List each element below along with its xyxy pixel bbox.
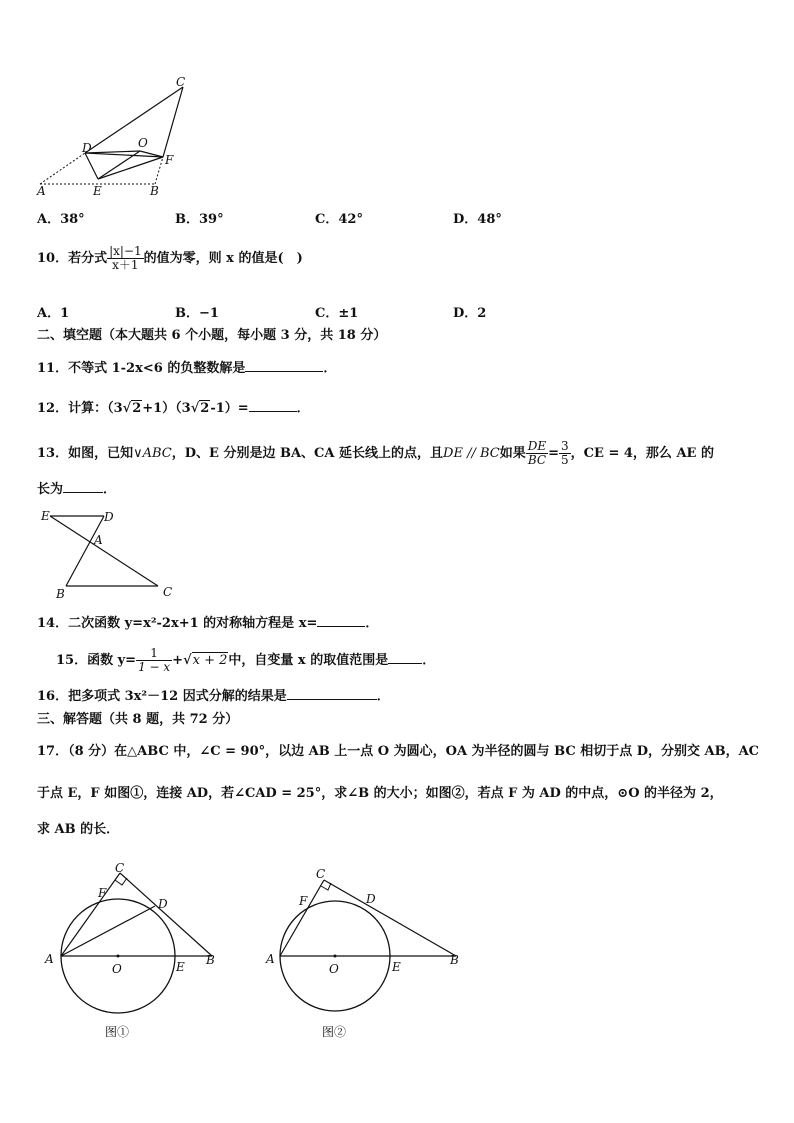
q12-mid: +1）（3 — [142, 401, 191, 416]
q13-frac-num: DE — [527, 439, 547, 453]
q10-option-b: B．−1 — [175, 306, 219, 321]
q12-end: ． — [296, 401, 310, 416]
q15-answer-blank[interactable] — [388, 651, 422, 664]
q9-figure — [30, 74, 205, 200]
q17-line-3: 求 AB 的长． — [37, 822, 120, 837]
q15-end: ． — [422, 653, 436, 668]
q13-text-a: 13．如图，已知 — [37, 446, 134, 461]
q9-label-C: C — [176, 75, 186, 89]
q13-label-A: A — [94, 533, 103, 547]
q17-figure-2 — [258, 863, 468, 1023]
q10-frac-den: x＋1 — [112, 258, 139, 272]
q15-frac-num: 1 — [136, 647, 172, 661]
section-3-title: 三、解答题（共 8 题，共 72 分） — [37, 712, 239, 727]
q13-equals: = — [548, 446, 560, 461]
q17-line-1: 17．（8 分）在△ABC 中，∠C = 90°，以边 AB 上一点 O 为圆心，OA 为半径的圆与 BC 相切于点 D，分别交 AB，AC — [37, 744, 760, 759]
fig1-label-E: E — [176, 960, 185, 974]
q10-frac-num: |x|−1 — [109, 244, 142, 258]
q12-sqrt-1: 2 — [132, 401, 142, 416]
q15-sqrt: x + 2 — [192, 653, 228, 668]
q15-prefix: 15．函数 y= — [56, 653, 137, 668]
q16-end: ． — [376, 689, 390, 704]
q13-frac-den: BC — [527, 453, 547, 467]
q13-fraction-1 — [526, 440, 548, 467]
q14-answer-blank[interactable] — [317, 614, 365, 627]
q9-option-c: C．42° — [315, 212, 363, 227]
q13-text-b: ，D、E 分别是边 BA、CA 延长线上的点，且 — [171, 446, 444, 461]
q13-label-E: E — [41, 509, 50, 523]
fig1-label-D: D — [158, 897, 168, 911]
q10-question — [37, 245, 303, 272]
q16-question — [37, 687, 390, 706]
q11-answer-blank[interactable] — [245, 359, 323, 372]
q9-label-B: B — [150, 184, 159, 198]
fig2-label-A: A — [266, 952, 275, 966]
q13-line-2 — [37, 480, 116, 499]
q12-question: 12．计算：（3√2+1）（3√2-1）= ． — [37, 401, 310, 416]
fig2-label-C: C — [316, 867, 326, 881]
q10-option-a: A．1 — [37, 306, 70, 321]
q13-frac2-den: 5 — [561, 453, 569, 467]
q9-label-F: F — [165, 153, 174, 167]
fig1-label-C: C — [115, 863, 125, 875]
q17-figure-2-caption: 图② — [322, 1025, 347, 1039]
q12-sqrt-2: 2 — [200, 401, 210, 416]
q16-answer-blank[interactable] — [287, 687, 377, 700]
q13-line2-text: 长为 — [37, 482, 64, 497]
q13-text-ce: ，CE = 4，那么 AE 的 — [570, 446, 714, 461]
fig1-label-A: A — [45, 952, 54, 966]
q15-plus: + — [172, 653, 184, 668]
fig1-label-F: F — [98, 886, 107, 900]
q16-text: 16．把多项式 3x²－12 因式分解的结果是 — [37, 689, 287, 704]
q11-question — [37, 359, 336, 378]
q12-answer-blank[interactable] — [249, 399, 297, 412]
q9-option-d: D．48° — [453, 212, 502, 227]
q13-question — [37, 440, 714, 467]
q13-triangle: ∨ABC — [133, 446, 172, 461]
fig2-label-E: E — [392, 960, 401, 974]
q10-prefix: 10．若分式 — [37, 251, 108, 266]
q15-question: 15．函数 y= $\frac{1}{1 - x}$ +√x + 2中，自变量 x 的取值范围是 ． — [56, 646, 436, 674]
q12-tail: -1）= — [210, 401, 249, 416]
q13-frac2-num: 3 — [561, 439, 569, 453]
q17-figure-1 — [40, 863, 230, 1023]
q13-parallel: DE // BC — [443, 446, 500, 461]
q11-end: ． — [323, 361, 337, 376]
q14-text: 14．二次函数 y=x²-2x+1 的对称轴方程是 x= — [37, 616, 318, 631]
fig1-label-O: O — [112, 962, 122, 976]
q13-text-c: 如果 — [499, 446, 526, 461]
q9-label-O: O — [138, 136, 148, 150]
q10-fraction — [107, 245, 144, 272]
fig2-label-O: O — [329, 962, 339, 976]
q13-figure — [36, 504, 181, 602]
q9-label-D: D — [82, 141, 92, 155]
fig2-label-F: F — [299, 894, 308, 908]
q13-label-C: C — [163, 585, 173, 599]
q9-label-E: E — [93, 184, 102, 198]
fig2-label-D: D — [366, 892, 376, 906]
q15-suffix: 中，自变量 x 的取值范围是 — [228, 653, 389, 668]
section-2-title: 二、填空题（本大题共 6 个小题，每小题 3 分，共 18 分） — [37, 328, 387, 343]
q14-end: ． — [365, 616, 379, 631]
q9-option-a: A．38° — [37, 212, 85, 227]
q17-figure-1-caption: 图① — [105, 1025, 130, 1039]
q11-text: 11．不等式 1-2x<6 的负整数解是 — [37, 361, 246, 376]
q13-answer-blank[interactable] — [63, 480, 103, 493]
q13-label-D: D — [104, 510, 114, 524]
q10-option-c: C．±1 — [315, 306, 359, 321]
q14-question — [37, 614, 378, 633]
fig1-label-B: B — [206, 953, 215, 967]
q12-prefix: 12．计算：（3 — [37, 401, 123, 416]
q13-label-B: B — [56, 587, 65, 601]
q13-fraction-2 — [559, 440, 571, 467]
q9-option-b: B．39° — [175, 212, 224, 227]
q9-label-A: A — [37, 184, 46, 198]
fig2-label-B: B — [450, 953, 459, 967]
q10-option-d: D．2 — [453, 306, 487, 321]
q10-suffix: 的值为零，则 x 的值是( ) — [143, 251, 303, 266]
q15-fraction — [136, 647, 172, 674]
q13-end: ． — [103, 482, 117, 497]
q15-frac-den: 1 − x — [138, 660, 171, 674]
q17-line-2: 于点 E，F 如图①，连接 AD，若∠CAD = 25°，求∠B 的大小；如图②，若点 F 为 AD 的中点，⊙O 的半径为 2， — [37, 786, 723, 801]
